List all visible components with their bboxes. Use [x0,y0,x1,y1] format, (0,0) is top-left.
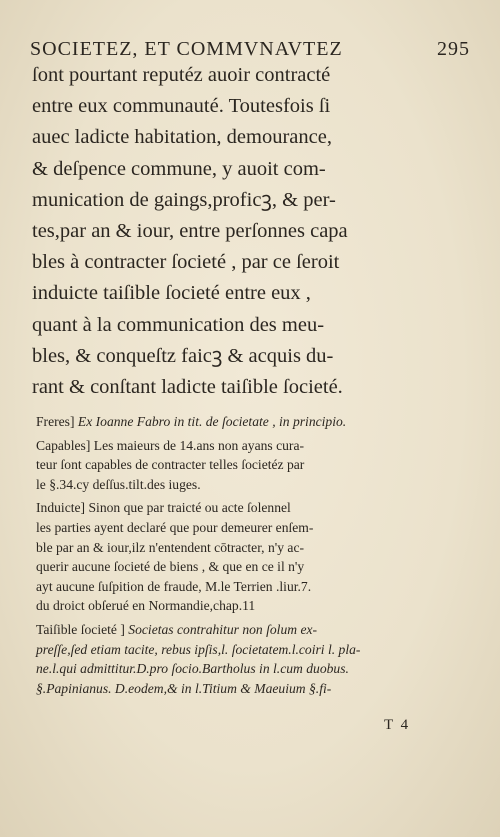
note-line: §.Papinianus. D.eodem,& in l.Titium & Maeuium §.fi- [36,680,332,696]
main-text-line: quant à la communication des meu- [32,313,325,336]
note-line: ble par an & iour,ilz n'entendent cōtracter, n'y ac- [36,539,305,555]
note-line: querir aucune ſocieté de biens , & que en ce il n'y [36,559,305,575]
main-text-line: munication de gaings,proficꝫ, & per- [32,188,336,211]
note-line: ayt aucune ſuſpition de fraude, M.le Terrien .liur.7. [36,578,312,594]
note-line: ne.l.qui admittitur.D.pro ſocio.Bartholus in l.cum duobus. [36,661,349,677]
main-text [32,60,424,403]
page-number: 295 [437,38,470,60]
running-title: SOCIETEZ, ET COMMVNAVTEZ [30,38,343,60]
note-line: du droict obſerué en Normandie,chap.11 [36,598,256,614]
note-line: Sinon que par traicté ou acte ſolennel [88,500,291,516]
signature-mark: T 4 [384,717,411,733]
note-line: le §.34.cy deſſus.tilt.des iuges. [36,476,201,492]
note-line: Les maieurs de 14.ans non ayans cura- [93,437,305,453]
main-text-line: auec ladicte habitation, demourance, [32,126,332,149]
note-key: Induicte] [36,500,86,516]
main-text-line: induicte taiſible ſocieté entre eux , [32,282,311,305]
main-text-line: rant & conſtant ladicte taiſible ſocieté. [32,376,343,399]
note-line: Societas contrahitur non ſolum ex- [128,621,318,637]
annotations [36,412,426,702]
main-text-line: bles, & conqueſtz faicꝫ & acquis du- [32,344,334,367]
note-line: teur ſont capables de contracter telles ſocietéz par [36,457,305,473]
note-taisible [36,620,426,698]
note-freres [36,412,426,432]
note-line: les parties ayent declaré que pour demeurer enſem- [36,519,314,535]
note-key: Freres] [36,414,75,429]
note-line: Ex Ioanne Fabro in tit. de ſocietate , in principio. [77,414,347,429]
main-text-line: tes,par an & iour, entre perſonnes capa [32,220,348,243]
note-key: Capables] [36,437,91,453]
main-text-line: & deſpence commune, y auoit com- [32,157,326,180]
main-text-line: bles à contracter ſocieté , par ce ſeroit [32,251,340,274]
running-header [30,38,470,61]
main-text-line: ſont pourtant reputéz auoir contracté [32,64,331,86]
note-line: preſſe,ſed etiam tacite, rebus ipſis,l. ſocietatem.l.coiri l. pla- [36,641,361,657]
note-capables [36,436,426,495]
main-text-line: entre eux communauté. Toutesfois ſi [32,95,331,118]
note-key: Taiſible ſocieté ] [36,621,125,637]
note-induicte [36,498,426,616]
